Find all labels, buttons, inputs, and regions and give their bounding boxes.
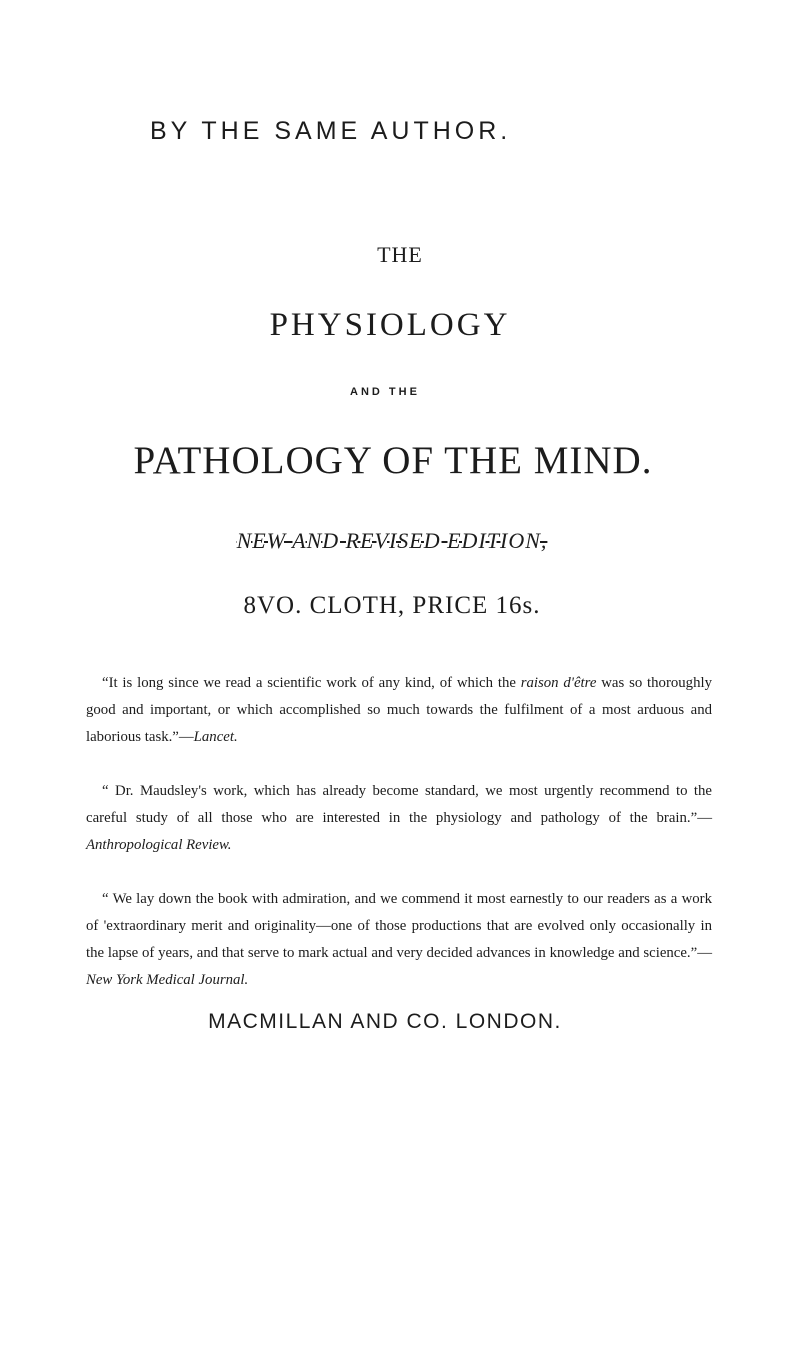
title-line-1: PHYSIOLOGY bbox=[269, 307, 511, 343]
review-lancet bbox=[86, 670, 712, 751]
review-source: New York Medical Journal. bbox=[86, 971, 249, 988]
edition-note: NEW AND REVISED EDITION, bbox=[236, 528, 548, 553]
by-same-author-heading: BY THE SAME AUTHOR. bbox=[150, 117, 512, 145]
review-text: “ We lay down the book with admiration, and we commend it most earnestly to our readers as a work of 'extraordinary merit and originality—one of those productions that are evolved only occasionally in the lapse of years, and that serve to mark actual and very decided advances in knowledge and science.”— bbox=[86, 890, 712, 961]
review-anthropological bbox=[86, 778, 712, 859]
publisher-line: MACMILLAN AND CO. LONDON. bbox=[208, 1010, 562, 1033]
review-source: Anthropological Review. bbox=[86, 836, 232, 853]
review-text: “It is long since we read a scientific work of any kind, of which the bbox=[102, 674, 521, 691]
review-text: “ Dr. Maudsley's work, which has already become standard, we most urgently recommend to the careful study of all those who are interested in the physiology and pathology of the brain.”— bbox=[86, 782, 712, 826]
title-connector: AND THE bbox=[350, 386, 420, 398]
review-new-york-medical bbox=[86, 886, 712, 994]
review-source: Lancet. bbox=[193, 728, 238, 745]
title-line-2: PATHOLOGY OF THE MIND. bbox=[133, 439, 653, 482]
review-italic-phrase: raison d'être bbox=[520, 674, 597, 691]
title-article: THE bbox=[377, 242, 423, 267]
price-line: 8VO. CLOTH, PRICE 16s. bbox=[243, 592, 541, 619]
review-text: was so thoroughly good and important, or which accomplished so much towards the fulfilment of a most arduous and laborious task.”— bbox=[86, 674, 712, 745]
